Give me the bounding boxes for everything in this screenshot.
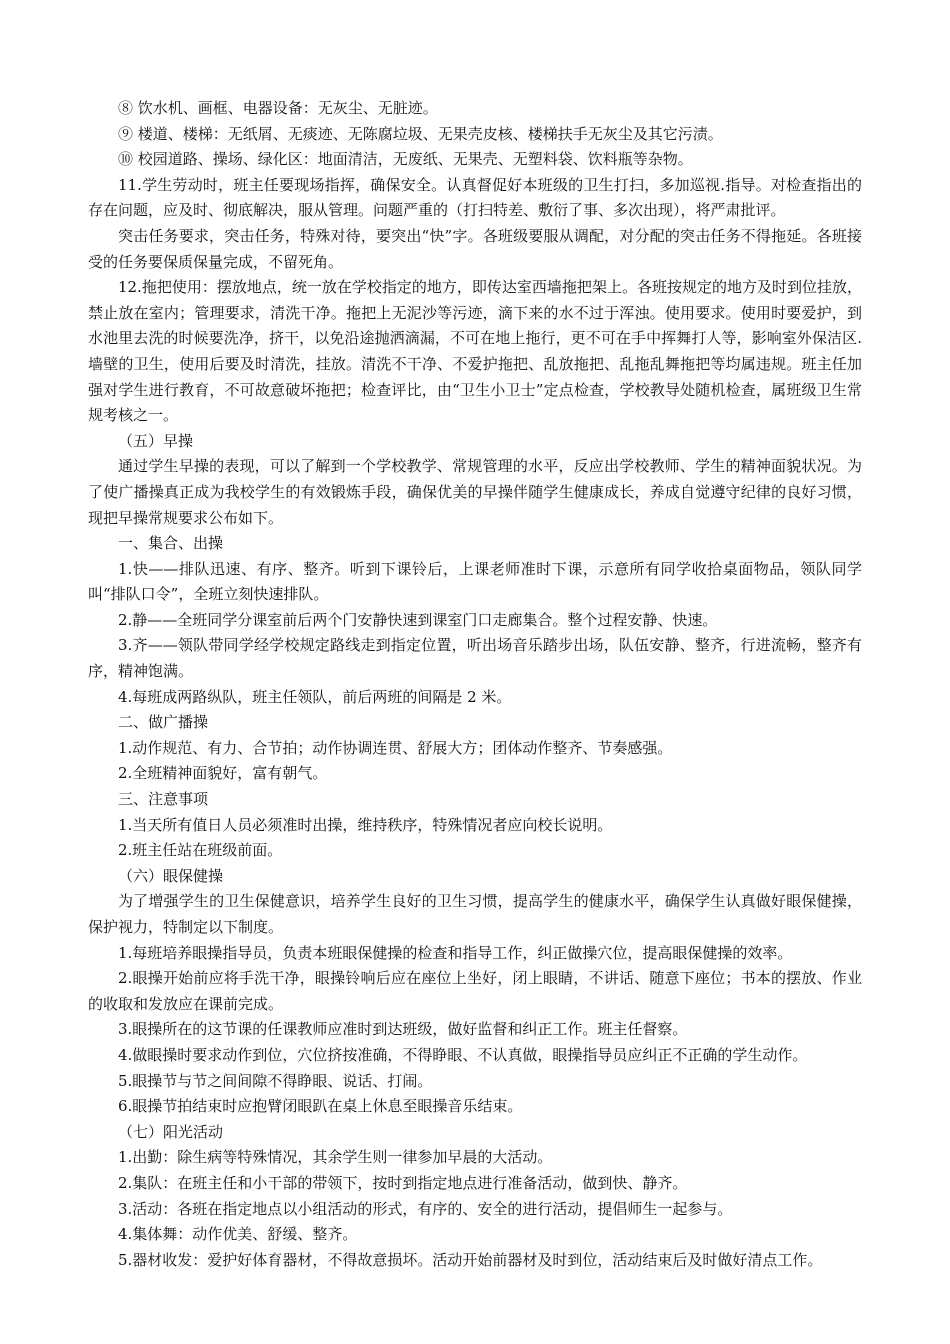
list-item-columns: 4.每班成两路纵队，班主任领队，前后两班的间隔是 2 米。 bbox=[118, 687, 512, 706]
list-item-wash-hands: 2.眼操开始前应将手洗干净，眼操铃响后应在座位上坐好，闭上眼睛，不讲话、随意下座位；书本的摆放、作业的收取和发放应在课前完成。 bbox=[88, 969, 862, 1013]
list-item-gathering: 2.集队：在班主任和小干部的带领下，按时到指定地点进行准备活动，做到快、静齐。 bbox=[118, 1173, 688, 1192]
paragraph-labor-supervision: 11.学生劳动时，班主任要现场指挥，确保安全。认真督促好本班级的卫生打扫，多加巡视.指导。对检查指出的存在问题，应及时、彻底解决，服从管理。问题严重的（打扫特差、敷衍了事、多次出现），将严肃批评。 bbox=[88, 175, 862, 220]
list-item-fast: 1.快——排队迅速、有序、整齐。听到下课铃后，上课老师准时下课，示意所有同学收拾桌面物品，领队同学叫“排队口令”，全班立刻快速排队。 bbox=[88, 559, 862, 604]
list-item-eye-instructor: 1.每班培养眼操指导员，负责本班眼保健操的检查和指导工作，纠正做操穴位，提高眼保健操的效率。 bbox=[118, 943, 793, 962]
list-item-quiet: 2.静——全班同学分课室前后两个门安静快速到课室门口走廊集合。整个过程安静、快速。 bbox=[118, 610, 718, 629]
list-item-stairs: ⑨ 楼道、楼梯：无纸屑、无痰迹、无陈腐垃圾、无果壳皮核、楼梯扶手无灰尘及其它污渍。 bbox=[118, 124, 723, 143]
list-item-movements: 1.动作规范、有力、合节拍；动作协调连贯、舒展大方；团体动作整齐、节奏感强。 bbox=[118, 738, 673, 757]
list-item-group-dance: 4.集体舞：动作优美、舒缓、整齐。 bbox=[118, 1225, 358, 1244]
section-heading-morning-exercise: （五）早操 bbox=[118, 431, 194, 450]
section-heading-sunshine-activity: （七）阳光活动 bbox=[118, 1122, 224, 1141]
list-item-duty-staff: 1.当天所有值日人员必须准时出操，维持秩序，特殊情况者应向校长说明。 bbox=[118, 815, 613, 834]
paragraph-mop-usage: 12.拖把使用：摆放地点，统一放在学校指定的地方，即传达室西墙拖把架上。各班按规定的地方及时到位挂放，禁止放在室内；管理要求，清洗干净。拖把上无泥沙等污迹，滴下来的水不过于浑浊。使用要求。使用时要爱护，到水池里去洗的时候要洗净，挤干，以免沿途抛洒滴漏，不可在地上拖行，更不可在手中挥舞打人等，影响室外保洁区.墙壁的卫生，使用后要及时清洗，挂放。清洗不干净、不爱护拖把、乱放拖把、乱拖乱舞拖把等均属违规。班主任加强对学生进行教育，不可故意破坏拖把；检查评比，由“卫生小卫士”定点检查，学校教导处随机检查，属班级卫生常规考核之一。 bbox=[88, 278, 862, 425]
list-item-rest: 6.眼操节拍结束时应抱臂闭眼趴在桌上休息至眼操音乐结束。 bbox=[118, 1097, 523, 1116]
list-item-activity: 3.活动：各班在指定地点以小组活动的形式，有序的、安全的进行活动，提倡师生一起参与。 bbox=[118, 1199, 733, 1218]
list-item-spirit: 2.全班精神面貌好，富有朝气。 bbox=[118, 764, 328, 783]
paragraph-eye-exercise-intro: 为了增强学生的卫生保健意识，培养学生良好的卫生习惯，提高学生的健康水平，确保学生认真做好眼保健操，保护视力，特制定以下制度。 bbox=[88, 892, 862, 936]
subheading-notes: 三、注意事项 bbox=[118, 790, 209, 809]
list-item-campus-roads: ⑩ 校园道路、操场、绿化区：地面清洁，无废纸、无果壳、无塑料袋、饮料瓶等杂物。 bbox=[118, 150, 693, 169]
list-item-water-dispenser: ⑧ 饮水机、画框、电器设备：无灰尘、无脏迹。 bbox=[118, 99, 438, 117]
list-item-head-teacher: 2.班主任站在班级前面。 bbox=[118, 841, 283, 860]
list-item-attendance: 1.出勤：除生病等特殊情况，其余学生则一律参加早晨的大活动。 bbox=[118, 1148, 553, 1167]
subheading-broadcast-exercise: 二、做广播操 bbox=[118, 713, 209, 732]
list-item-teacher-supervision: 3.眼操所在的这节课的任课教师应准时到达班级，做好监督和纠正工作。班主任督察。 bbox=[118, 1020, 688, 1039]
list-item-accurate-movements: 4.做眼操时要求动作到位，穴位挤按准确，不得睁眼、不认真做，眼操指导员应纠正不正确的学生动作。 bbox=[118, 1045, 808, 1064]
paragraph-morning-exercise-intro: 通过学生早操的表现，可以了解到一个学校教学、常规管理的水平，反应出学校教师、学生的精神面貌状况。为了使广播操真正成为我校学生的有效锻炼手段，确保优美的早操伴随学生健康成长，养成自觉遵守纪律的良好习惯，现把早操常规要求公布如下。 bbox=[88, 457, 862, 527]
section-heading-eye-exercise: （六）眼保健操 bbox=[118, 866, 224, 885]
subheading-assembly: 一、集合、出操 bbox=[118, 534, 224, 553]
list-item-orderly: 3.齐——领队带同学经学校规定路线走到指定位置，听出场音乐踏步出场，队伍安静、整齐，行进流畅，整齐有序，精神饱满。 bbox=[88, 636, 862, 681]
list-item-equipment: 5.器材收发：爱护好体育器材，不得故意损坏。活动开始前器材及时到位，活动结束后及时做好清点工作。 bbox=[118, 1250, 823, 1269]
paragraph-urgent-tasks: 突击任务要求，突击任务，特殊对待，要突出“快”字。各班级要服从调配，对分配的突击任务不得拖延。各班接受的任务要保质保量完成，不留死角。 bbox=[88, 226, 862, 271]
list-item-no-talking: 5.眼操节与节之间间隙不得睁眼、说话、打闹。 bbox=[118, 1071, 433, 1090]
